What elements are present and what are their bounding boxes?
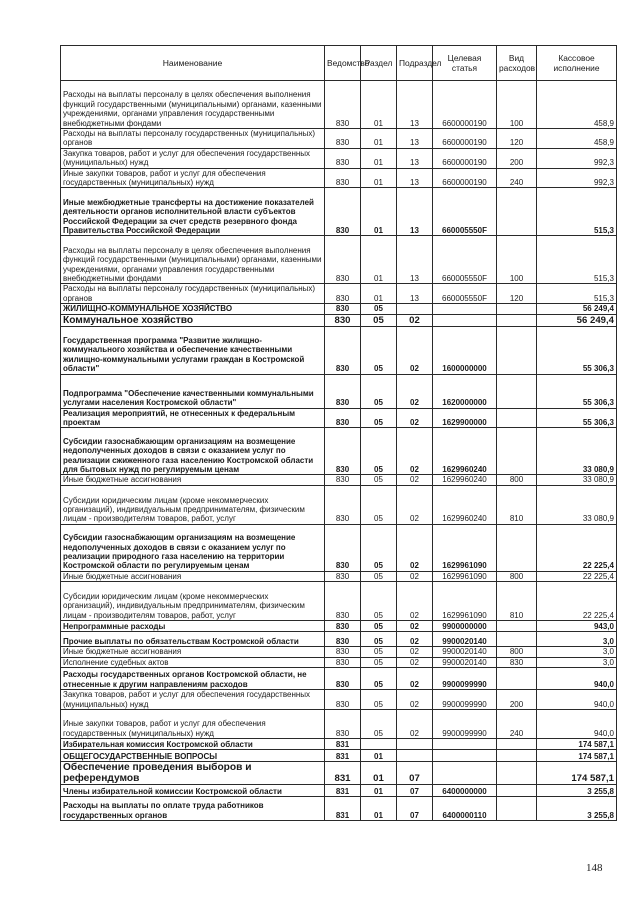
cell-subsection: 02 xyxy=(397,709,433,738)
cell-section: 05 xyxy=(361,657,397,667)
cell-expense-type xyxy=(497,524,537,571)
cell-amount: 174 587,1 xyxy=(537,761,617,784)
table-row xyxy=(61,428,617,475)
cell-expense-type: 810 xyxy=(497,582,537,621)
cell-section: 05 xyxy=(361,475,397,485)
cell-expense-type xyxy=(497,749,537,761)
cell-expense-type: 830 xyxy=(497,657,537,667)
cell-subsection: 07 xyxy=(397,761,433,784)
header-name: Наименование xyxy=(61,46,325,81)
cell-name: Коммунальное хозяйство xyxy=(61,314,325,326)
cell-section: 01 xyxy=(361,796,397,820)
cell-target: 9900020140 xyxy=(433,632,497,647)
cell-amount: 3 255,8 xyxy=(537,784,617,796)
cell-dept: 830 xyxy=(325,168,361,188)
cell-target xyxy=(433,304,497,314)
cell-target: 1629960240 xyxy=(433,485,497,524)
table-row xyxy=(61,621,617,632)
table-row xyxy=(61,148,617,168)
cell-name: Расходы на выплаты персоналу государственных (муниципальных) органов xyxy=(61,129,325,149)
cell-name: Обеспечение проведения выборов и референдумов xyxy=(61,761,325,784)
cell-dept: 830 xyxy=(325,326,361,374)
cell-name: Иные бюджетные ассигнования xyxy=(61,571,325,581)
cell-expense-type: 240 xyxy=(497,709,537,738)
header-subsection: Подраздел xyxy=(397,46,433,81)
table-row xyxy=(61,374,617,408)
cell-dept: 830 xyxy=(325,314,361,326)
cell-subsection: 13 xyxy=(397,284,433,304)
cell-section: 05 xyxy=(361,632,397,647)
cell-name: Расходы на выплаты персоналу в целях обеспечения выполнения функций государственными (муниципальными) органами, казенными учреждениями, органами управления государственными внебюджетными фондами xyxy=(61,236,325,284)
cell-subsection: 02 xyxy=(397,374,433,408)
table-row xyxy=(61,749,617,761)
cell-section: 05 xyxy=(361,374,397,408)
cell-name: Расходы на выплаты персоналу в целях обеспечения выполнения функций государственными (муниципальными) органами, казенными учреждениями, органами управления государственными внебюджетными фондами xyxy=(61,81,325,129)
cell-dept: 830 xyxy=(325,374,361,408)
cell-amount: 515,3 xyxy=(537,188,617,236)
cell-section: 01 xyxy=(361,784,397,796)
cell-section: 01 xyxy=(361,236,397,284)
cell-expense-type xyxy=(497,374,537,408)
cell-amount: 33 080,9 xyxy=(537,428,617,475)
cell-name: Реализация мероприятий, не отнесенных к федеральным проектам xyxy=(61,408,325,428)
table-row xyxy=(61,657,617,667)
table-row xyxy=(61,709,617,738)
cell-name: Субсидии газоснабжающим организациям на возмещение недополученных доходов в связи с оказанием услуг по реализации природного газа населению на территории Костромской области по регулируемым ценам xyxy=(61,524,325,571)
cell-amount: 3 255,8 xyxy=(537,796,617,820)
cell-target xyxy=(433,749,497,761)
cell-subsection: 02 xyxy=(397,326,433,374)
cell-subsection: 13 xyxy=(397,129,433,149)
cell-amount: 3,0 xyxy=(537,632,617,647)
cell-target: 1629961090 xyxy=(433,524,497,571)
cell-amount: 992,3 xyxy=(537,168,617,188)
cell-subsection: 13 xyxy=(397,81,433,129)
table-row xyxy=(61,738,617,749)
header-amount: Кассовое исполнение xyxy=(537,46,617,81)
page-number: 148 xyxy=(586,862,603,874)
cell-dept: 830 xyxy=(325,690,361,710)
cell-amount: 943,0 xyxy=(537,621,617,632)
cell-amount: 458,9 xyxy=(537,129,617,149)
cell-amount: 515,3 xyxy=(537,284,617,304)
cell-expense-type: 200 xyxy=(497,690,537,710)
budget-execution-table xyxy=(60,45,617,821)
cell-name: Прочие выплаты по обязательствам Костромской области xyxy=(61,632,325,647)
cell-dept: 830 xyxy=(325,304,361,314)
cell-target: 6600000190 xyxy=(433,168,497,188)
cell-name: Субсидии газоснабжающим организациям на возмещение недополученных доходов в связи с оказанием услуг по реализации сжиженного газа населению Костромской области для бытовых нужд по регулируемым ценам xyxy=(61,428,325,475)
cell-subsection: 13 xyxy=(397,188,433,236)
cell-expense-type: 800 xyxy=(497,571,537,581)
budget-sheet xyxy=(60,45,616,821)
cell-target: 9900000000 xyxy=(433,621,497,632)
cell-amount: 33 080,9 xyxy=(537,485,617,524)
cell-amount: 174 587,1 xyxy=(537,749,617,761)
cell-amount: 55 306,3 xyxy=(537,408,617,428)
cell-target: 660005550F xyxy=(433,236,497,284)
cell-target xyxy=(433,314,497,326)
cell-subsection: 02 xyxy=(397,408,433,428)
cell-dept: 830 xyxy=(325,148,361,168)
cell-dept: 830 xyxy=(325,657,361,667)
cell-section: 05 xyxy=(361,314,397,326)
cell-name: Подпрограмма "Обеспечение качественными коммунальными услугами населения Костромской области" xyxy=(61,374,325,408)
cell-amount: 56 249,4 xyxy=(537,314,617,326)
cell-expense-type: 100 xyxy=(497,236,537,284)
cell-expense-type xyxy=(497,621,537,632)
cell-expense-type xyxy=(497,796,537,820)
cell-name: Закупка товаров, работ и услуг для обеспечения государственных (муниципальных) нужд xyxy=(61,148,325,168)
cell-expense-type xyxy=(497,761,537,784)
cell-expense-type: 240 xyxy=(497,168,537,188)
cell-subsection: 02 xyxy=(397,632,433,647)
cell-amount: 22 225,4 xyxy=(537,582,617,621)
cell-dept: 830 xyxy=(325,428,361,475)
table-row xyxy=(61,796,617,820)
table-row xyxy=(61,524,617,571)
cell-dept: 830 xyxy=(325,188,361,236)
cell-dept: 831 xyxy=(325,796,361,820)
cell-name: Избирательная комиссия Костромской области xyxy=(61,738,325,749)
table-row xyxy=(61,632,617,647)
cell-target: 1629900000 xyxy=(433,408,497,428)
cell-amount: 174 587,1 xyxy=(537,738,617,749)
cell-subsection: 13 xyxy=(397,168,433,188)
cell-expense-type xyxy=(497,784,537,796)
table-header-row xyxy=(61,46,617,81)
cell-expense-type xyxy=(497,408,537,428)
cell-expense-type: 120 xyxy=(497,129,537,149)
cell-name: Субсидии юридическим лицам (кроме некоммерческих организаций), индивидуальным предпринимателям, физическим лицам - производителям товаров, работ, услуг xyxy=(61,485,325,524)
table-row xyxy=(61,326,617,374)
cell-name: Непрограммные расходы xyxy=(61,621,325,632)
cell-section: 05 xyxy=(361,709,397,738)
cell-name: Иные межбюджетные трансферты на достижение показателей деятельности органов исполнительной власти субъектов Российской Федерации за счет средств резервного фонда Правительства Российской Федерации xyxy=(61,188,325,236)
cell-section: 01 xyxy=(361,129,397,149)
cell-subsection xyxy=(397,738,433,749)
cell-section: 05 xyxy=(361,524,397,571)
table-row xyxy=(61,475,617,485)
cell-subsection: 02 xyxy=(397,475,433,485)
cell-target: 9900099990 xyxy=(433,690,497,710)
cell-section: 05 xyxy=(361,582,397,621)
header-expense-type: Вид расходов xyxy=(497,46,537,81)
cell-target: 660005550F xyxy=(433,188,497,236)
cell-amount: 458,9 xyxy=(537,81,617,129)
cell-expense-type: 100 xyxy=(497,81,537,129)
cell-name: Члены избирательной комиссии Костромской области xyxy=(61,784,325,796)
cell-name: Расходы на выплаты персоналу государственных (муниципальных) органов xyxy=(61,284,325,304)
cell-dept: 830 xyxy=(325,408,361,428)
cell-expense-type xyxy=(497,738,537,749)
cell-subsection xyxy=(397,749,433,761)
cell-section: 01 xyxy=(361,188,397,236)
cell-subsection: 02 xyxy=(397,647,433,657)
cell-dept: 830 xyxy=(325,284,361,304)
cell-subsection: 13 xyxy=(397,148,433,168)
table-row xyxy=(61,304,617,314)
cell-subsection: 13 xyxy=(397,236,433,284)
cell-expense-type: 810 xyxy=(497,485,537,524)
cell-target: 1629960240 xyxy=(433,475,497,485)
cell-name: Закупка товаров, работ и услуг для обеспечения государственных (муниципальных) нужд xyxy=(61,690,325,710)
cell-subsection: 02 xyxy=(397,428,433,475)
cell-amount: 3,0 xyxy=(537,647,617,657)
table-row xyxy=(61,571,617,581)
cell-section: 05 xyxy=(361,647,397,657)
cell-dept: 830 xyxy=(325,709,361,738)
cell-dept: 830 xyxy=(325,129,361,149)
cell-target: 9900020140 xyxy=(433,647,497,657)
cell-section: 05 xyxy=(361,690,397,710)
cell-section: 01 xyxy=(361,168,397,188)
cell-name: Исполнение судебных актов xyxy=(61,657,325,667)
table-row xyxy=(61,761,617,784)
table-row xyxy=(61,408,617,428)
cell-section: 05 xyxy=(361,304,397,314)
cell-section: 01 xyxy=(361,761,397,784)
cell-amount: 22 225,4 xyxy=(537,524,617,571)
cell-name: Иные закупки товаров, работ и услуг для обеспечения государственных (муниципальных) нужд xyxy=(61,709,325,738)
table-row xyxy=(61,168,617,188)
cell-dept: 830 xyxy=(325,475,361,485)
table-row xyxy=(61,668,617,690)
cell-name: Иные бюджетные ассигнования xyxy=(61,647,325,657)
cell-amount: 515,3 xyxy=(537,236,617,284)
cell-subsection: 02 xyxy=(397,621,433,632)
table-row xyxy=(61,314,617,326)
cell-dept: 830 xyxy=(325,236,361,284)
cell-section: 05 xyxy=(361,621,397,632)
cell-dept: 830 xyxy=(325,621,361,632)
cell-dept: 830 xyxy=(325,647,361,657)
table-row xyxy=(61,129,617,149)
cell-section: 01 xyxy=(361,749,397,761)
cell-expense-type: 800 xyxy=(497,475,537,485)
table-row xyxy=(61,784,617,796)
cell-expense-type: 120 xyxy=(497,284,537,304)
cell-section: 05 xyxy=(361,428,397,475)
table-row xyxy=(61,236,617,284)
cell-target: 1620000000 xyxy=(433,374,497,408)
cell-target: 9900020140 xyxy=(433,657,497,667)
cell-target: 9900099990 xyxy=(433,668,497,690)
cell-subsection: 07 xyxy=(397,796,433,820)
cell-name: Иные закупки товаров, работ и услуг для обеспечения государственных (муниципальных) нужд xyxy=(61,168,325,188)
cell-amount: 33 080,9 xyxy=(537,475,617,485)
cell-name: ЖИЛИЩНО-КОММУНАЛЬНОЕ ХОЗЯЙСТВО xyxy=(61,304,325,314)
cell-amount: 940,0 xyxy=(537,709,617,738)
cell-expense-type xyxy=(497,632,537,647)
table-row xyxy=(61,485,617,524)
cell-target: 6600000190 xyxy=(433,148,497,168)
cell-subsection: 02 xyxy=(397,657,433,667)
cell-target: 660005550F xyxy=(433,284,497,304)
table-row xyxy=(61,188,617,236)
cell-section: 05 xyxy=(361,485,397,524)
cell-expense-type xyxy=(497,326,537,374)
cell-target: 1629960240 xyxy=(433,428,497,475)
cell-expense-type: 800 xyxy=(497,647,537,657)
cell-dept: 830 xyxy=(325,524,361,571)
cell-target: 6400000110 xyxy=(433,796,497,820)
cell-subsection xyxy=(397,304,433,314)
cell-target: 1600000000 xyxy=(433,326,497,374)
cell-subsection: 02 xyxy=(397,524,433,571)
cell-section: 05 xyxy=(361,326,397,374)
cell-dept: 830 xyxy=(325,571,361,581)
header-section: Раздел xyxy=(361,46,397,81)
cell-expense-type xyxy=(497,188,537,236)
cell-target xyxy=(433,738,497,749)
cell-expense-type: 200 xyxy=(497,148,537,168)
cell-expense-type xyxy=(497,304,537,314)
cell-amount: 22 225,4 xyxy=(537,571,617,581)
cell-amount: 55 306,3 xyxy=(537,326,617,374)
cell-amount: 56 249,4 xyxy=(537,304,617,314)
cell-target xyxy=(433,761,497,784)
cell-dept: 830 xyxy=(325,582,361,621)
cell-amount: 55 306,3 xyxy=(537,374,617,408)
cell-expense-type xyxy=(497,314,537,326)
cell-section: 05 xyxy=(361,668,397,690)
cell-subsection: 02 xyxy=(397,668,433,690)
cell-section: 01 xyxy=(361,81,397,129)
table-row xyxy=(61,284,617,304)
cell-name: Иные бюджетные ассигнования xyxy=(61,475,325,485)
cell-subsection: 02 xyxy=(397,314,433,326)
cell-target: 9900099990 xyxy=(433,709,497,738)
cell-amount: 3,0 xyxy=(537,657,617,667)
cell-dept: 830 xyxy=(325,632,361,647)
cell-dept: 830 xyxy=(325,668,361,690)
cell-subsection: 02 xyxy=(397,690,433,710)
table-row xyxy=(61,81,617,129)
cell-expense-type xyxy=(497,668,537,690)
cell-section: 05 xyxy=(361,571,397,581)
cell-target: 6600000190 xyxy=(433,81,497,129)
cell-dept: 830 xyxy=(325,81,361,129)
cell-target: 1629961090 xyxy=(433,582,497,621)
cell-dept: 831 xyxy=(325,738,361,749)
cell-amount: 940,0 xyxy=(537,668,617,690)
cell-target: 1629961090 xyxy=(433,571,497,581)
cell-amount: 940,0 xyxy=(537,690,617,710)
cell-dept: 830 xyxy=(325,485,361,524)
cell-subsection: 02 xyxy=(397,485,433,524)
cell-target: 6600000190 xyxy=(433,129,497,149)
table-row xyxy=(61,647,617,657)
cell-dept: 831 xyxy=(325,749,361,761)
cell-section: 01 xyxy=(361,148,397,168)
header-target: Целевая статья xyxy=(433,46,497,81)
cell-name: Государственная программа "Развитие жилищно-коммунального хозяйства и обеспечение качественными жилищно-коммунальными услугами граждан в Костромской области" xyxy=(61,326,325,374)
cell-amount: 992,3 xyxy=(537,148,617,168)
cell-dept: 831 xyxy=(325,784,361,796)
cell-name: Расходы на выплаты по оплате труда работников государственных органов xyxy=(61,796,325,820)
cell-subsection: 02 xyxy=(397,582,433,621)
cell-section: 05 xyxy=(361,408,397,428)
table-row xyxy=(61,582,617,621)
cell-name: Расходы государственных органов Костромской области, не отнесенные к другим направлениям расходов xyxy=(61,668,325,690)
cell-subsection: 07 xyxy=(397,784,433,796)
cell-section xyxy=(361,738,397,749)
cell-section: 01 xyxy=(361,284,397,304)
cell-dept: 831 xyxy=(325,761,361,784)
cell-expense-type xyxy=(497,428,537,475)
header-dept: Ведомство xyxy=(325,46,361,81)
table-row xyxy=(61,690,617,710)
cell-subsection: 02 xyxy=(397,571,433,581)
cell-name: ОБЩЕГОСУДАРСТВЕННЫЕ ВОПРОСЫ xyxy=(61,749,325,761)
cell-name: Субсидии юридическим лицам (кроме некоммерческих организаций), индивидуальным предпринимателям, физическим лицам - производителям товаров, работ, услуг xyxy=(61,582,325,621)
cell-target: 6400000000 xyxy=(433,784,497,796)
